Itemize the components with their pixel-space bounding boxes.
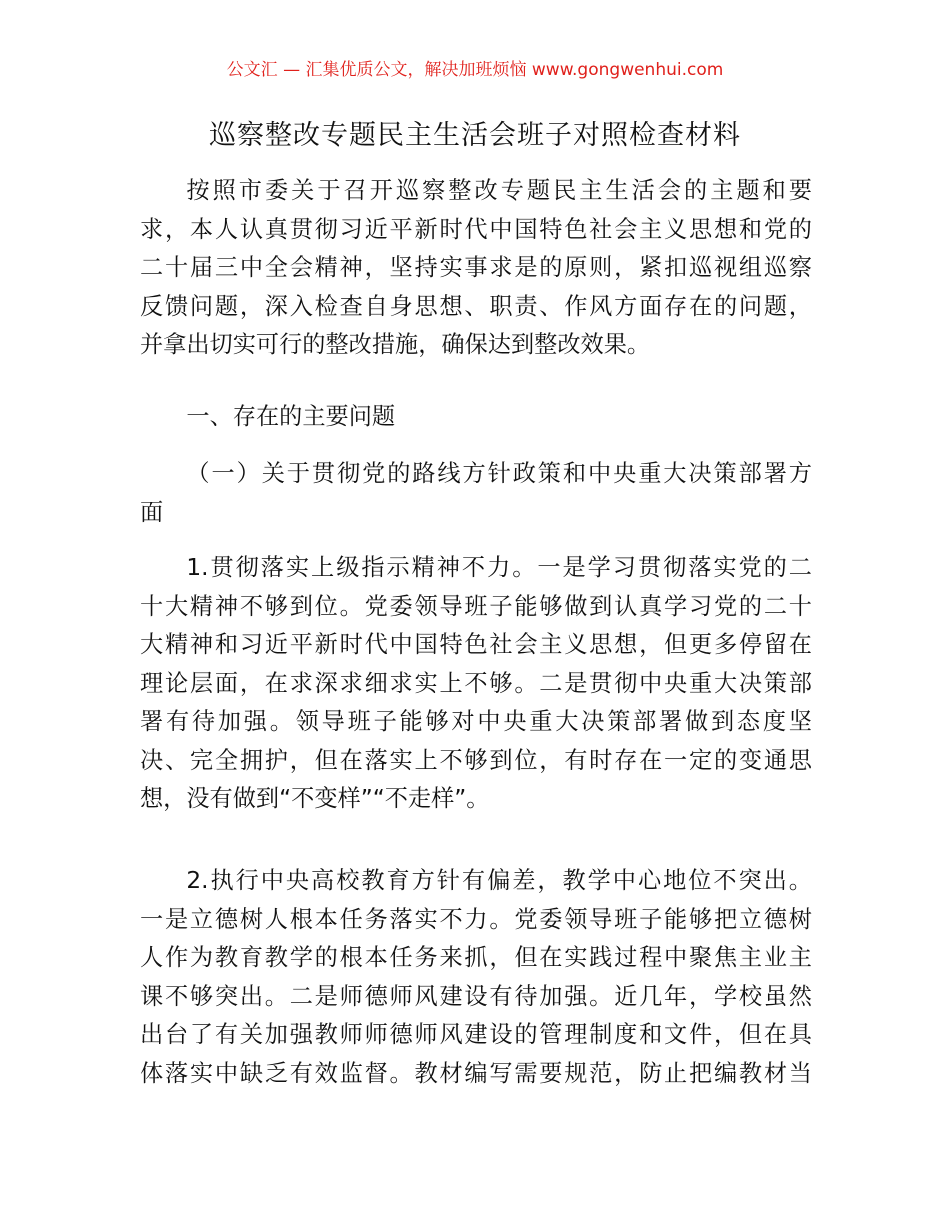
item-line: 1.贯彻落实上级指示精神不力。一是学习贯彻落实党的二 [186,554,812,581]
item-line: 大精神和习近平新时代中国特色社会主义思想，但更多停留在 [140,631,812,658]
item-line: 署有待加强。领导班子能够对中央重大决策部署做到态度坚 [140,708,812,735]
intro-line: 反馈问题，深入检查自身思想、职责、作风方面存在的问题， [140,292,812,320]
item-line: 决、完全拥护，但在落实上不够到位，有时存在一定的变通思 [140,746,812,774]
item-1-paragraph [140,549,812,819]
item-line: 十大精神不够到位。党委领导班子能够做到认真学习党的二十 [140,592,812,620]
intro-line: 并拿出切实可行的整改措施，确保达到整改效果。 [140,331,651,358]
subsection-line: （一）关于贯彻党的路线方针政策和中央重大决策部署方 [186,460,812,487]
section-heading-text: 一、存在的主要问题 [186,403,396,430]
item-line: 课不够突出。二是师德师风建设有待加强。近几年，学校虽然 [140,982,812,1010]
item-line: 人作为教育教学的根本任务来抓，但在实践过程中聚焦主业主 [140,944,812,971]
item-line: 体落实中缺乏有效监督。教材编写需要规范，防止把编教材当 [140,1059,812,1087]
item-2-paragraph [140,862,812,1093]
subsection-line: 面 [140,498,164,526]
item-line: 出台了有关加强教师师德师风建设的管理制度和文件，但在具 [140,1021,812,1048]
section-heading [140,398,812,437]
item-line: 理论层面，在求深求细求实上不够。二是贯彻中央重大决策部 [140,669,812,697]
intro-line: 二十届三中全会精神，坚持实事求是的原则，紧扣巡视组巡察 [140,254,812,281]
item-line: 2.执行中央高校教育方针有偏差，教学中心地位不突出。 [186,867,812,894]
subsection-heading [140,455,812,532]
document-title: 巡察整改专题民主生活会班子对照检查材料 [209,120,741,151]
header-banner: 公文汇 — 汇集优质公文，解决加班烦恼 www.gongwenhui.com [226,60,724,80]
intro-line: 按照市委关于召开巡察整改专题民主生活会的主题和要 [186,177,812,204]
intro-line: 求，本人认真贯彻习近平新时代中国特色社会主义思想和党的 [140,215,812,243]
item-line: 一是立德树人根本任务落实不力。党委领导班子能够把立德树 [140,905,812,933]
item-line: 想，没有做到“不变样”“不走样”。 [140,785,490,812]
intro-paragraph [140,172,812,365]
